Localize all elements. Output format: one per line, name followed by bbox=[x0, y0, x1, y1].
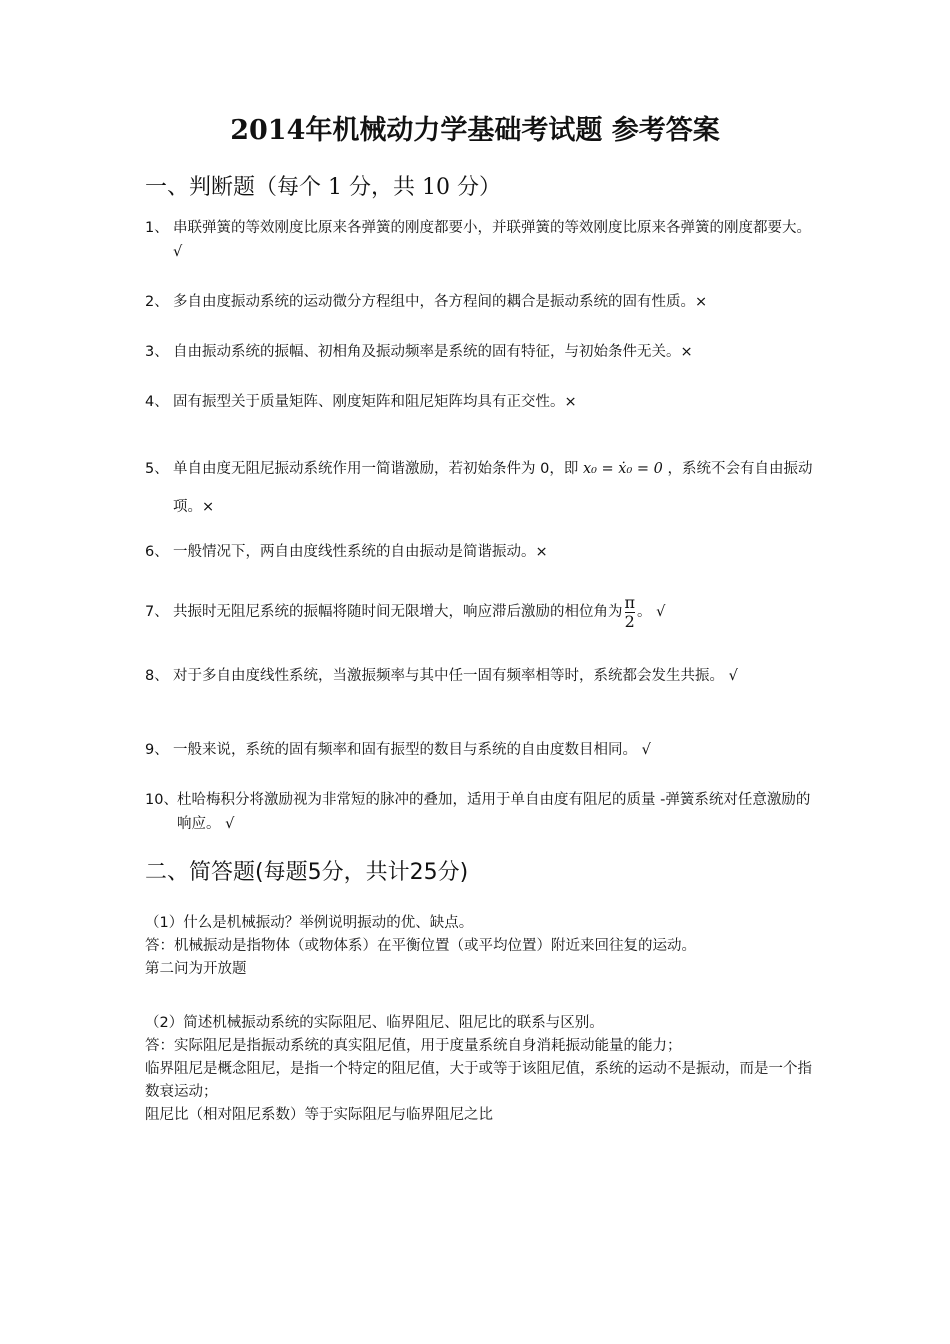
list-item-3 bbox=[145, 340, 815, 364]
item-number: 1、 bbox=[145, 220, 169, 236]
answer-text: 答：实际阻尼是指振动系统的真实阻尼值，用于度量系统自身消耗振动能量的能力； bbox=[145, 1038, 682, 1054]
item-number: 3、 bbox=[145, 344, 169, 360]
item-number: 2、 bbox=[145, 294, 169, 310]
item-text: 多自由度振动系统的运动微分方程组中，各方程间的耦合是振动系统的固有性质。× bbox=[173, 294, 708, 310]
fraction-numerator: π bbox=[624, 592, 636, 612]
item-number: 8、 bbox=[145, 668, 169, 684]
item-text-b: ，系统不会有自由振动项。× bbox=[173, 461, 813, 515]
list-item-6 bbox=[145, 540, 815, 564]
list-item-1 bbox=[145, 216, 815, 264]
section2-heading: 二、简答题(每题5分，共计25分) bbox=[145, 860, 469, 885]
question-text: （2）简述机械振动系统的实际阻尼、临界阻尼、阻尼比的联系与区别。 bbox=[145, 1015, 604, 1031]
answer-text: 答：机械振动是指物体（或物体系）在平衡位置（或平均位置）附近来回往复的运动。 bbox=[145, 938, 696, 954]
item-text: 一般来说，系统的固有频率和固有振型的数目与系统的自由度数目相同。 √ bbox=[173, 742, 651, 758]
item-text: 自由振动系统的振幅、初相角及振动频率是系统的固有特征，与初始条件无关。× bbox=[173, 344, 693, 360]
item-number: 6、 bbox=[145, 544, 169, 560]
item-number: 4、 bbox=[145, 394, 169, 410]
item-text-a: 单自由度无阻尼振动系统作用一简谐激励，若初始条件为 0，即 bbox=[173, 461, 579, 477]
item-text-a: 共振时无阻尼系统的振幅将随时间无限增大，响应滞后激励的相位角为 bbox=[173, 604, 623, 620]
initial-condition-formula: x₀ = ẋ₀ = 0 bbox=[582, 461, 663, 477]
item-text: 对于多自由度线性系统，当激振频率与其中任一固有频率相等时，系统都会发生共振。 √ bbox=[173, 668, 738, 684]
item-text: 串联弹簧的等效刚度比原来各弹簧的刚度都要小，并联弹簧的等效刚度比原来各弹簧的刚度都要大。 √ bbox=[173, 220, 811, 260]
short-answer-1 bbox=[145, 912, 815, 981]
phase-angle-fraction bbox=[625, 594, 636, 631]
document-title: 2014年机械动力学基础考试题 参考答案 bbox=[230, 115, 720, 146]
item-text: 杜哈梅积分将激励视为非常短的脉冲的叠加，适用于单自由度有阻尼的质量 -弹簧系统对任意激励的响应。 √ bbox=[177, 792, 811, 832]
item-number: 7、 bbox=[145, 604, 169, 620]
list-item-9 bbox=[145, 738, 815, 762]
answer-text: 阻尼比（相对阻尼系数）等于实际阻尼与临界阻尼之比 bbox=[145, 1107, 493, 1123]
list-item-2 bbox=[145, 290, 815, 314]
item-text-b: 。 √ bbox=[637, 604, 666, 620]
answer-note: 第二问为开放题 bbox=[145, 961, 247, 977]
item-number: 9、 bbox=[145, 742, 169, 758]
list-item-10 bbox=[145, 788, 815, 836]
section1-heading: 一、判断题（每个 1 分，共 10 分） bbox=[145, 175, 501, 200]
item-text: 一般情况下，两自由度线性系统的自由振动是简谐振动。× bbox=[173, 544, 548, 560]
item-text: 固有振型关于质量矩阵、刚度矩阵和阻尼矩阵均具有正交性。× bbox=[173, 394, 577, 410]
list-item-5 bbox=[145, 450, 815, 526]
answer-text: 临界阻尼是概念阻尼，是指一个特定的阻尼值，大于或等于该阻尼值，系统的运动不是振动，而是一个指数衰运动； bbox=[145, 1061, 812, 1100]
question-text: （1）什么是机械振动？举例说明振动的优、缺点。 bbox=[145, 915, 474, 931]
list-item-4 bbox=[145, 390, 815, 414]
fraction-denominator: 2 bbox=[624, 611, 635, 631]
list-item-7 bbox=[145, 592, 815, 632]
item-number: 5、 bbox=[145, 461, 169, 477]
list-item-8 bbox=[145, 664, 815, 688]
short-answer-2 bbox=[145, 1012, 815, 1127]
item-number: 10、 bbox=[145, 792, 178, 808]
